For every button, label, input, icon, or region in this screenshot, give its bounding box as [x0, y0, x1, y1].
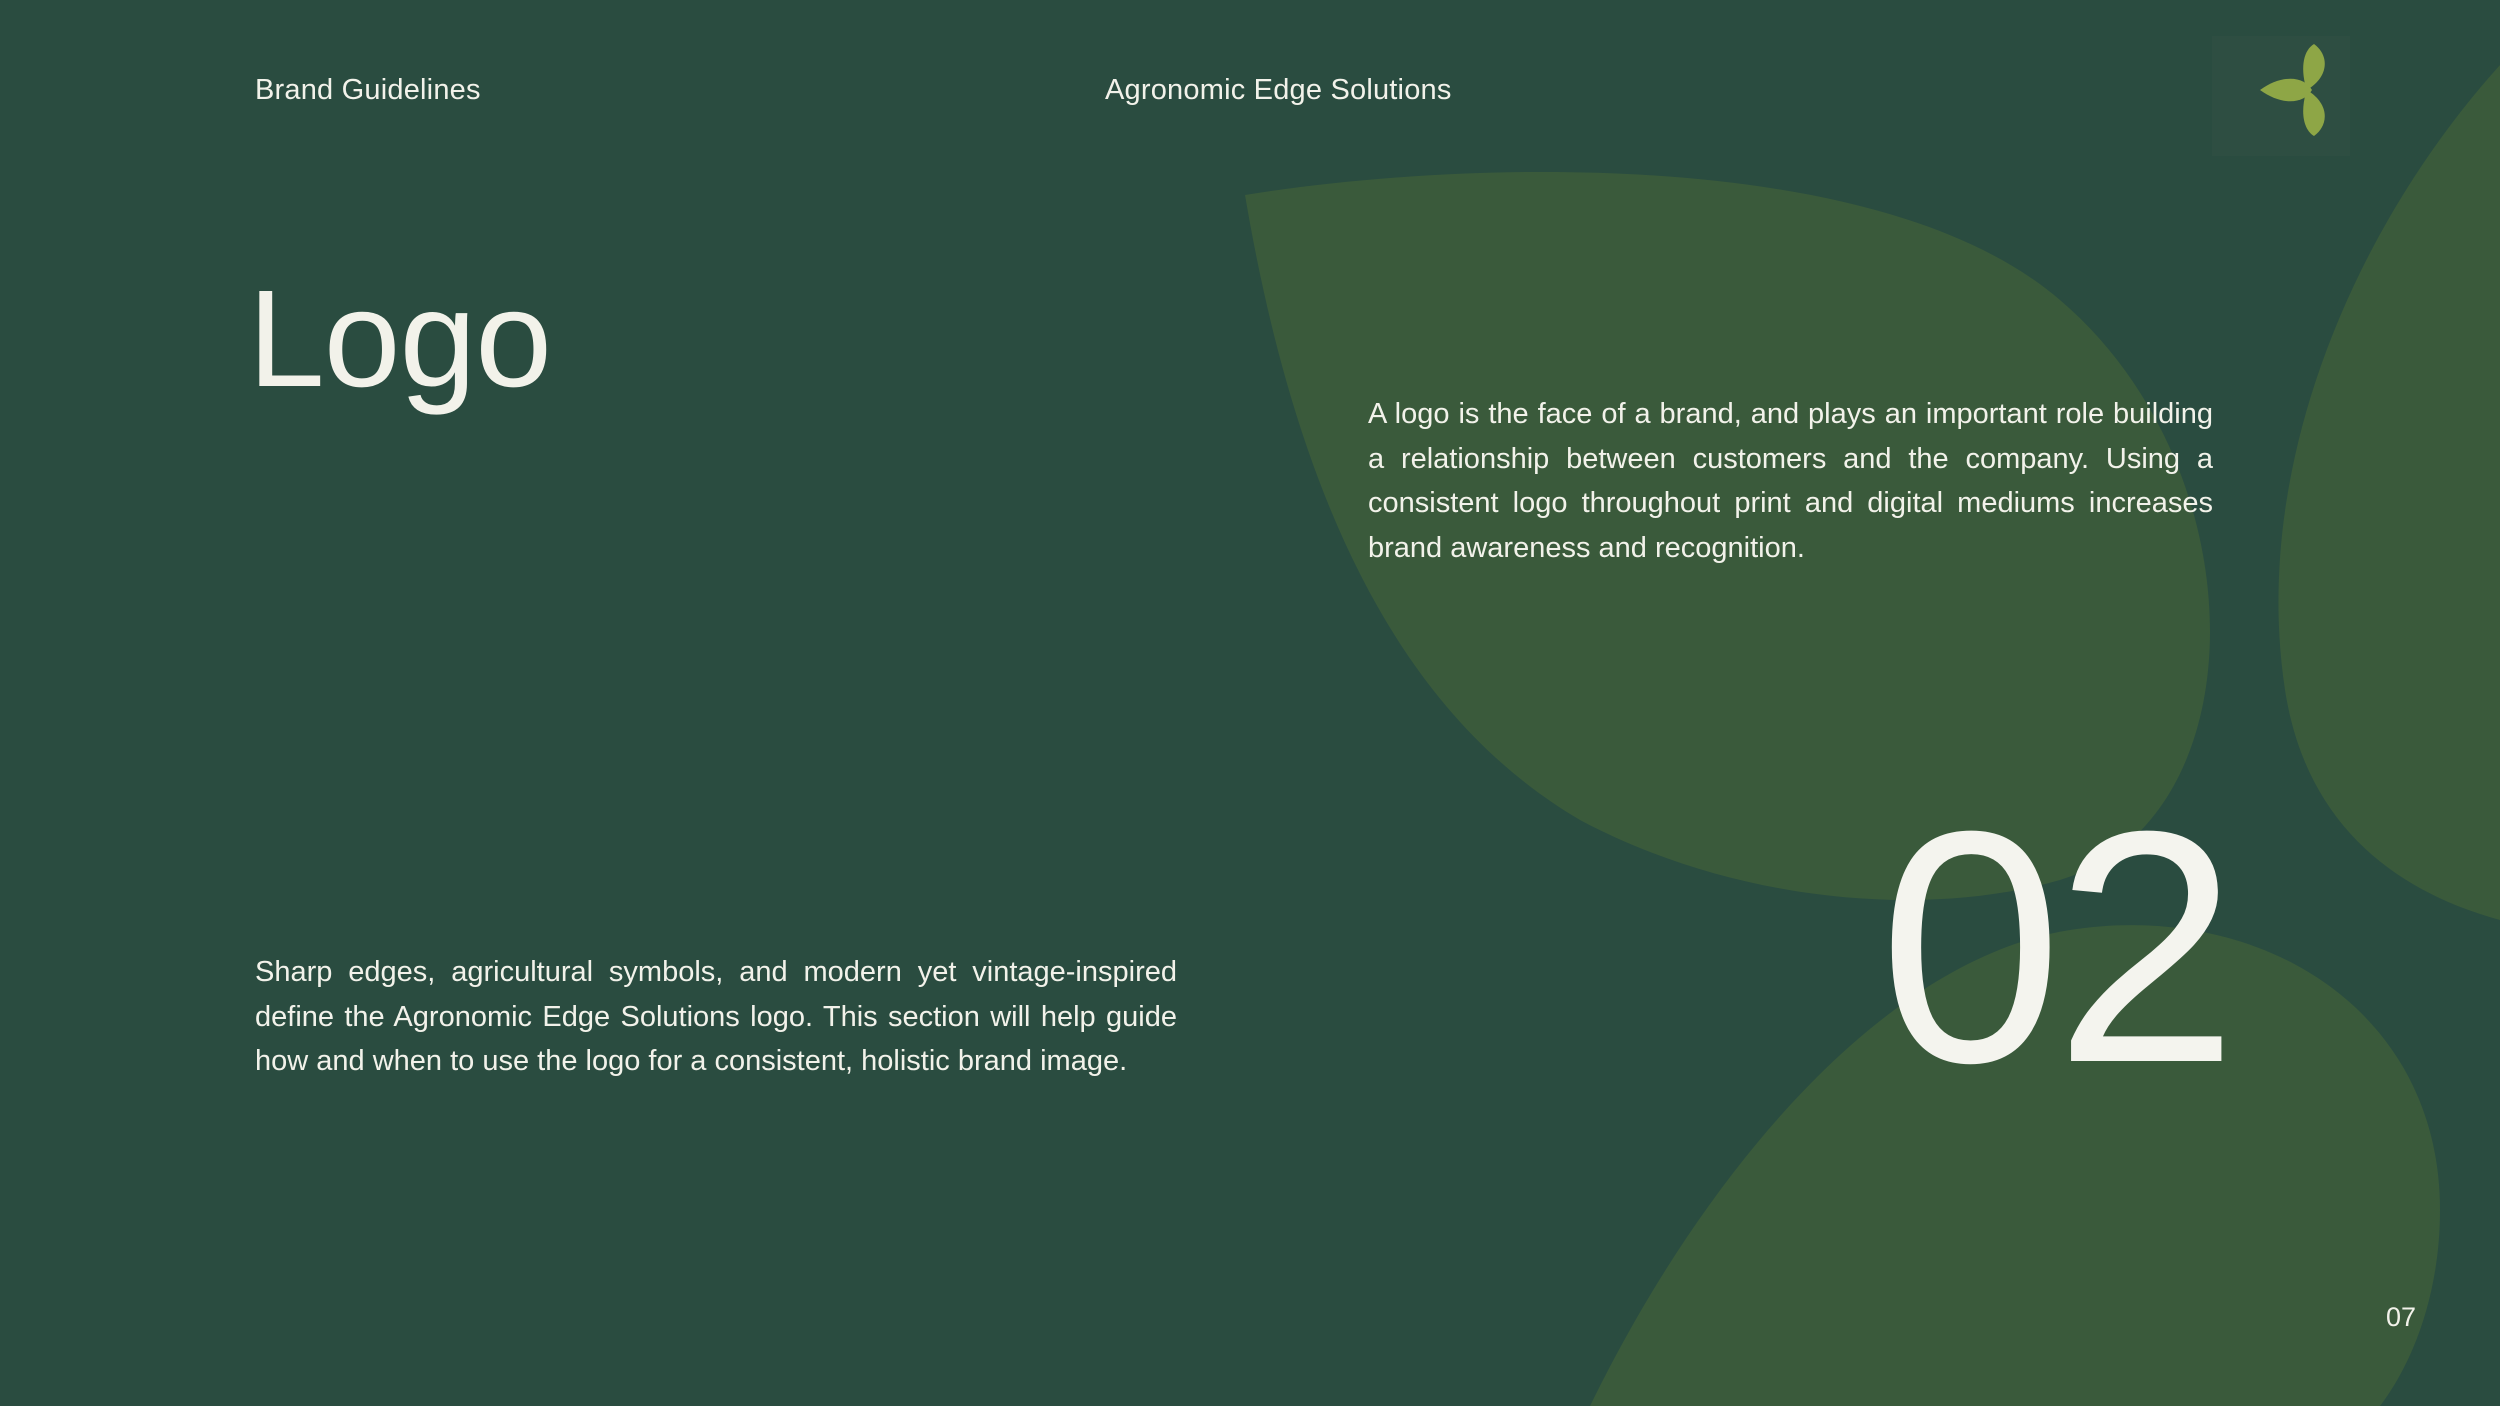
section-title: Logo: [248, 262, 551, 416]
logo-description-paragraph: Sharp edges, agricultural symbols, and modern yet vintage-inspired define the Agronomic Edge Solutions logo. This section will help guide how and when to use the logo for a consistent, holistic brand image.: [255, 956, 1177, 1077]
right-leaf-shape: [2278, 65, 2500, 920]
company-name: Agronomic Edge Solutions: [1105, 74, 1452, 106]
page-number: 07: [2385, 1302, 2416, 1332]
section-number: 02: [1878, 762, 2230, 1131]
three-leaf-logo-icon: [2212, 36, 2350, 156]
document-title: Brand Guidelines: [255, 74, 481, 106]
logo-intro-paragraph: A logo is the face of a brand, and plays an important role building a relationship between customers and the company. Using a consistent logo throughout print and digital mediums increases brand awareness and recognition.: [1368, 398, 2213, 564]
